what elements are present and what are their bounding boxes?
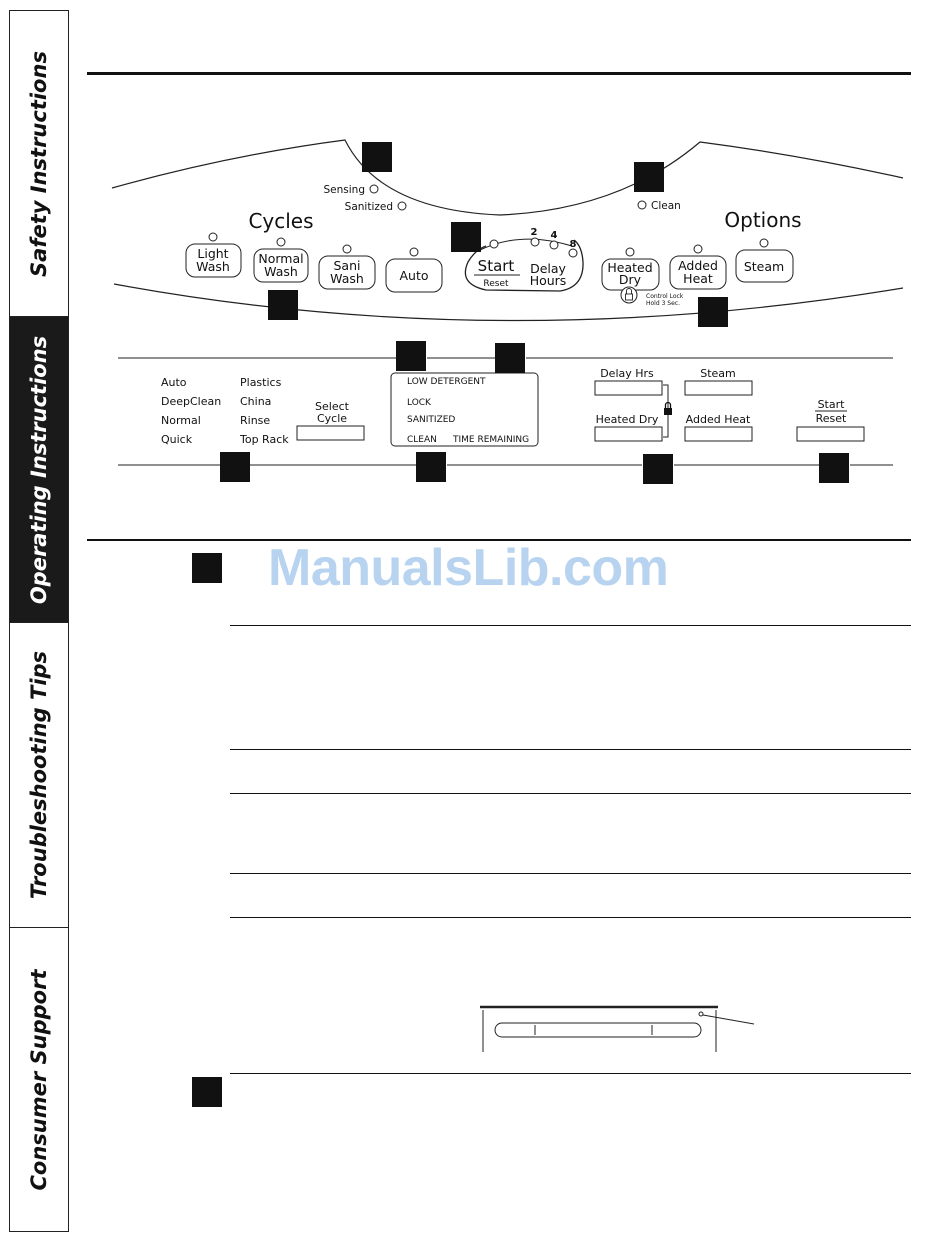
svg-text:Reset: Reset (815, 412, 847, 425)
select-cycle-button[interactable] (297, 400, 364, 440)
svg-text:LOW DETERGENT: LOW DETERGENT (407, 377, 486, 387)
tab-consumer-support[interactable] (9, 927, 69, 1232)
svg-text:Wash: Wash (196, 259, 230, 274)
cycles-title: Cycles (248, 209, 314, 233)
item-rule (230, 873, 911, 874)
svg-text:Auto: Auto (399, 268, 429, 283)
cycle-deepclean-label: DeepClean (161, 395, 222, 408)
svg-text:Heat: Heat (683, 271, 713, 286)
sensing-label: Sensing (323, 184, 365, 196)
sanitized-indicator (398, 202, 406, 210)
callout-marker (634, 162, 664, 192)
sanitized-label: Sanitized (344, 201, 393, 213)
light-wash-button[interactable] (186, 233, 241, 277)
callout-marker (362, 142, 392, 172)
steam-button[interactable] (736, 239, 793, 282)
item-rule (230, 1073, 911, 1074)
watermark: ManualsLib.com (268, 539, 669, 597)
cycle-top-rack-label: Top Rack (240, 433, 289, 446)
auto-button[interactable] (386, 248, 442, 292)
svg-text:Added: Added (678, 258, 718, 273)
delay-hrs-button[interactable] (595, 367, 662, 395)
svg-text:Steam: Steam (743, 259, 785, 274)
svg-text:Wash: Wash (264, 264, 298, 279)
section-marker (192, 553, 222, 583)
added-heat-button[interactable] (670, 245, 726, 289)
svg-text:Steam: Steam (700, 367, 736, 380)
cycle-auto-label: Auto (161, 376, 187, 389)
svg-text:Heated Dry: Heated Dry (595, 413, 659, 426)
callout-marker (416, 452, 446, 482)
tab-label: Safety Instructions (27, 50, 51, 277)
callout-marker (220, 452, 250, 482)
cycle-china-label: China (240, 395, 272, 408)
item-rule (230, 749, 911, 750)
tab-troubleshooting-tips[interactable] (9, 622, 69, 928)
item-rule (230, 625, 911, 626)
svg-text:Dry: Dry (618, 272, 642, 287)
control-illustration (470, 1000, 790, 1060)
item-rule (230, 793, 911, 794)
cycle-quick-label: Quick (161, 433, 193, 446)
heated-dry-option-button[interactable] (595, 413, 662, 441)
status-display (391, 373, 538, 446)
start-delay-button[interactable] (465, 227, 583, 291)
callout-marker (819, 453, 849, 483)
section-marker (192, 1077, 222, 1107)
callout-marker (396, 341, 426, 371)
callout-marker (495, 343, 525, 373)
callout-marker (643, 454, 673, 484)
control-panel-top (0, 0, 950, 330)
svg-text:Delay Hrs: Delay Hrs (600, 367, 654, 380)
sensing-indicator (370, 185, 378, 193)
svg-text:Start: Start (477, 257, 515, 275)
start-reset-button[interactable] (797, 398, 864, 441)
clean-indicator (638, 201, 646, 209)
tab-label: Troubleshooting Tips (27, 650, 51, 900)
svg-text:Delay: Delay (530, 261, 566, 276)
svg-text:Light: Light (197, 246, 229, 261)
svg-text:Hours: Hours (529, 273, 567, 288)
svg-text:Cycle: Cycle (316, 412, 348, 425)
control-panel-bottom (0, 330, 950, 490)
svg-text:Normal: Normal (258, 251, 304, 266)
heated-dry-button[interactable] (602, 248, 659, 290)
svg-text:TIME REMAINING: TIME REMAINING (453, 435, 530, 445)
cycle-plastics-label: Plastics (240, 376, 282, 389)
callout-marker (268, 290, 298, 320)
tab-label: Consumer Support (27, 969, 51, 1190)
item-rule (230, 917, 911, 918)
svg-text:Select: Select (315, 400, 349, 413)
tab-label: Operating Instructions (27, 335, 51, 604)
svg-text:LOCK: LOCK (407, 398, 431, 408)
svg-text:Added Heat: Added Heat (685, 413, 751, 426)
callout-marker (698, 297, 728, 327)
cycle-rinse-label: Rinse (240, 414, 271, 427)
sani-wash-button[interactable] (319, 245, 375, 289)
control-lock-hold-label: Hold 3 Sec. (646, 300, 680, 307)
svg-text:2: 2 (530, 227, 538, 238)
svg-text:Start: Start (817, 398, 845, 411)
control-lock-icon (621, 287, 637, 303)
normal-wash-button[interactable] (254, 238, 308, 282)
svg-text:CLEAN: CLEAN (407, 435, 437, 445)
control-lock-label: Control Lock (646, 293, 684, 300)
svg-text:8: 8 (569, 239, 577, 250)
svg-text:Wash: Wash (330, 271, 364, 286)
clean-label: Clean (651, 200, 681, 212)
added-heat-option-button[interactable] (685, 413, 752, 441)
svg-text:Reset: Reset (483, 279, 509, 289)
svg-text:Heated: Heated (607, 260, 653, 275)
lock-bracket-icon (663, 385, 672, 437)
options-title: Options (724, 208, 802, 232)
svg-text:SANITIZED: SANITIZED (407, 415, 456, 425)
steam-option-button[interactable] (685, 367, 752, 395)
callout-marker (451, 222, 481, 252)
svg-text:4: 4 (550, 230, 558, 241)
cycle-normal-label: Normal (161, 414, 201, 427)
svg-text:Sani: Sani (333, 258, 361, 273)
